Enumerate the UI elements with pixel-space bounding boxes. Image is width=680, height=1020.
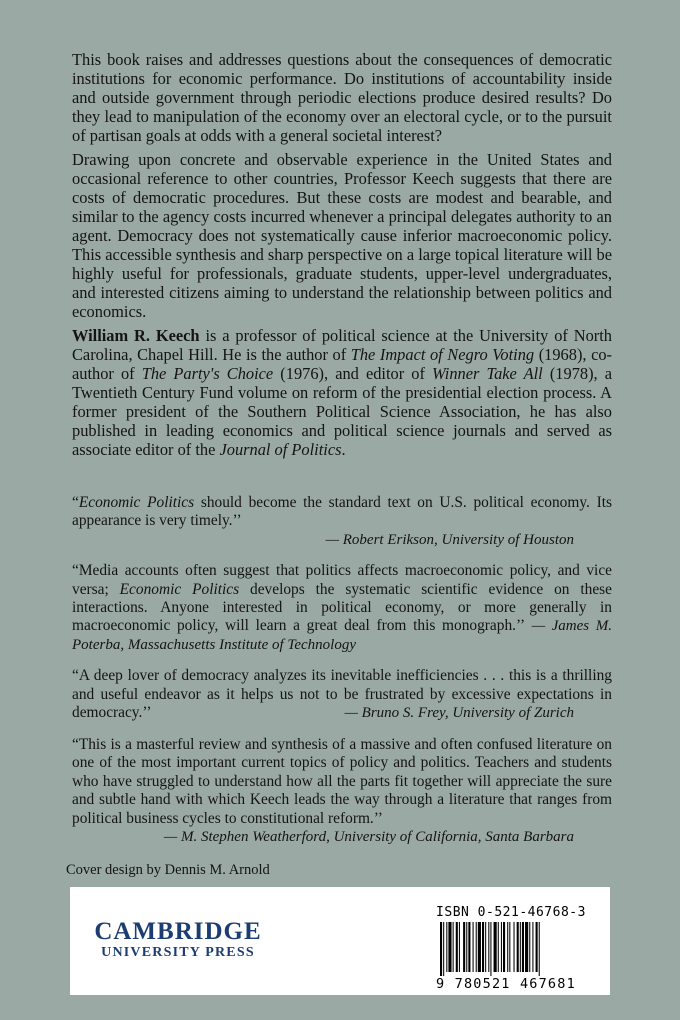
quote-attribution: — Bruno S. Frey, University of Zurich — [344, 705, 574, 722]
blurb-paragraph-1: This book raises and addresses questions about the consequences of democratic institutions for economic performance. Do institutions of accountability inside and outside government through periodic elections produce desired results? Do they lead to manipulation of the economy over an electoral cycle, or to the pursuit of partisan goals at odds with a general societal interest? — [72, 50, 612, 145]
book-title: Winner Take All — [432, 364, 543, 383]
publisher-name: CAMBRIDGE — [94, 918, 262, 945]
endorsements — [72, 494, 612, 859]
bio-text: (1978), a Twentieth Century Fund volume on reform of the presidential election process. A former president of the Southern Political Science Association, he has also published in leading economics and political science journals and served as associate editor of the — [72, 364, 613, 459]
quote-text: “This is a masterful review and synthesis of a massive and often confused literature on one of the most important current topics of policy and politics. Teachers and students who have struggled to understand how all the parts fit together will appreciate the sure and subtle hand with which Keech leads the way through a literature that ranges from political business cycles to constitutional reform.’’ — [72, 735, 612, 827]
publisher-panel — [70, 887, 610, 995]
endorsement-erikson — [72, 494, 612, 549]
endorsement-poterba — [72, 562, 612, 654]
quote-attribution: — James M. Poterba, Massachusetts Institute of Technology — [72, 618, 612, 653]
isbn-number: ISBN 0-521-46768-3 — [436, 905, 586, 920]
cover-design-credit: Cover design by Dennis M. Arnold — [66, 862, 270, 878]
bio-text: . — [341, 440, 346, 459]
barcode-icon — [436, 922, 586, 976]
quoted-book-title: Economic Politics — [119, 580, 240, 598]
quote-mark: “ — [72, 494, 79, 511]
bio-text: (1968), co-author of — [72, 345, 613, 383]
author-name: William R. Keech — [72, 326, 200, 345]
endorsement-frey — [72, 667, 612, 723]
quote-text — [72, 494, 612, 531]
bio-text: (1976), and editor of — [273, 364, 433, 383]
journal-title: Journal of Politics — [219, 440, 342, 459]
bio-text: is a professor of political science at the University of North Carolina, Chapel Hill. He is the author of — [72, 326, 613, 364]
book-title: The Impact of Negro Voting — [350, 345, 535, 364]
blurb-paragraph-2: Drawing upon concrete and observable experience in the United States and occasional reference to other countries, Professor Keech suggests that there are costs of democratic procedures. But these costs are modest and bearable, and similar to the agency costs incurred whenever a principal delegates authority to an agent. Democracy does not systematically cause inferior macroeconomic policy. This accessible synthesis and sharp perspective on a large topical literature will be highly useful for professionals, graduate students, upper-level undergraduates, and interested citizens aiming to understand the relationship between politics and economics. — [72, 150, 612, 321]
book-blurb — [72, 50, 612, 464]
publisher-logo — [88, 919, 268, 961]
quote-body: develops the systematic scientific evidence on these interactions. Anyone interested in political economy, or more generally in macroeconomic policy, will learn a great deal from this monograph.’’ — [72, 580, 612, 635]
author-bio — [72, 326, 612, 459]
quoted-book-title: Economic Politics — [78, 494, 195, 511]
publisher-subtitle: UNIVERSITY PRESS — [101, 945, 255, 960]
ean-number: 9 780521 467681 — [436, 976, 576, 992]
endorsement-weatherford — [72, 736, 612, 846]
quote-text — [72, 562, 612, 654]
quote-body: “Media accounts often suggest that politics affects macroeconomic policy, and vice versa; — [72, 562, 612, 598]
barcode-block — [436, 905, 586, 991]
quote-attribution: — M. Stephen Weatherford, University of California, Santa Barbara — [163, 828, 574, 845]
book-title: The Party's Choice — [141, 364, 274, 383]
quote-body: should become the standard text on U.S. political economy. Its appearance is very timely.’’ — [72, 494, 612, 530]
quote-attribution: — Robert Erikson, University of Houston — [325, 531, 574, 548]
quote-text: “A deep lover of democracy analyzes its inevitable inefficiencies . . . this is a thrilling and useful endeavor as it helps us not to be frustrated by excessive expectations in democracy.’’ — [72, 667, 612, 722]
